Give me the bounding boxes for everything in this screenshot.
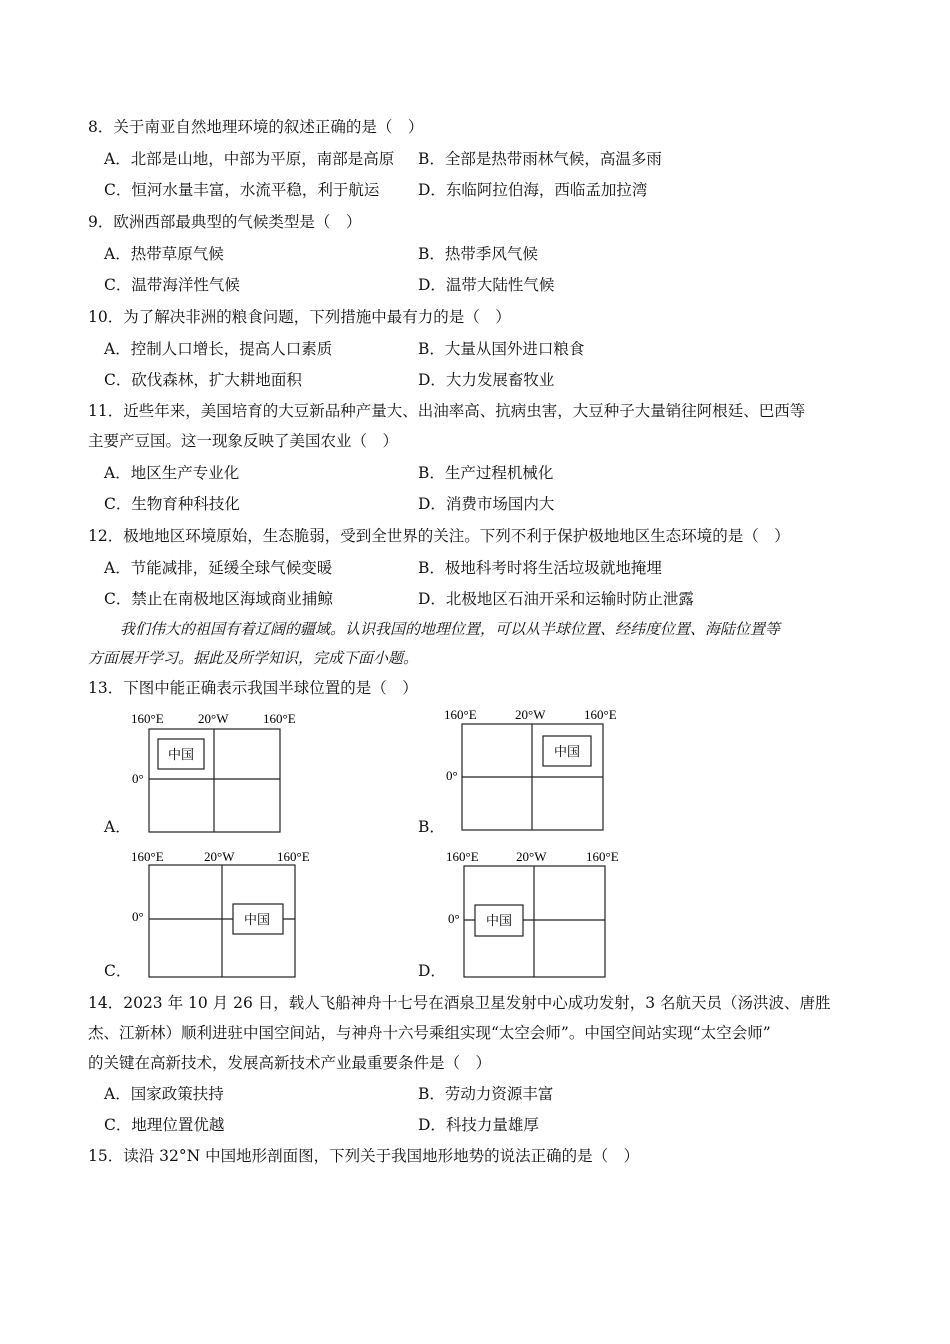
q12-option-b: B．极地科考时将生活垃圾就地掩埋 bbox=[418, 559, 662, 577]
q9-option-b: B．热带季风气候 bbox=[418, 245, 538, 263]
question-14-stem-line-3: 的关键在高新技术，发展高新技术产业最重要条件是（ ） bbox=[88, 1054, 492, 1072]
longitude-label: 160°E bbox=[131, 849, 164, 864]
q12-option-a: A．节能减排，延缓全球气候变暖 bbox=[104, 559, 333, 577]
longitude-label: 160°E bbox=[584, 707, 617, 722]
passage-line-1: 我们伟大的祖国有着辽阔的疆域。认识我国的地理位置，可以从半球位置、经纬度位置、海陆位置等 bbox=[120, 620, 781, 638]
q10-option-b: B．大量从国外进口粮食 bbox=[418, 340, 585, 358]
china-label: 中国 bbox=[244, 912, 271, 927]
q14-option-c: C．地理位置优越 bbox=[104, 1116, 225, 1134]
q11-option-c: C．生物育种科技化 bbox=[104, 495, 240, 513]
question-11-stem-line-1: 11．近些年来，美国培育的大豆新品种产量大、出油率高、抗病虫害，大豆种子大量销往阿根廷、巴西等 bbox=[88, 402, 806, 420]
longitude-label: 160°E bbox=[131, 711, 164, 726]
q8-option-b: B．全部是热带雨林气候，高温多雨 bbox=[418, 150, 662, 168]
question-8-stem: 8．关于南亚自然地理环境的叙述正确的是（ ） bbox=[88, 118, 424, 136]
q13-option-b-label: B． bbox=[418, 818, 445, 836]
q13-option-c-label: C． bbox=[104, 962, 132, 980]
longitude-label: 20°W bbox=[204, 849, 235, 864]
china-label: 中国 bbox=[168, 747, 195, 762]
q11-option-a: A．地区生产专业化 bbox=[104, 464, 240, 482]
q13-figure-c bbox=[125, 846, 325, 982]
question-10-stem: 10．为了解决非洲的粮食问题，下列措施中最有力的是（ ） bbox=[88, 308, 511, 326]
china-label: 中国 bbox=[486, 913, 513, 928]
question-14-stem-line-1: 14．2023 年 10 月 26 日，载人飞船神舟十七号在酒泉卫星发射中心成功发射，3 名航天员（汤洪波、唐胜 bbox=[88, 994, 831, 1012]
longitude-label: 160°E bbox=[263, 711, 296, 726]
question-9-stem: 9．欧洲西部最典型的气候类型是（ ） bbox=[88, 213, 362, 231]
longitude-label: 20°W bbox=[516, 849, 547, 864]
question-14-stem-line-2: 杰、江新林）顺利进驻中国空间站，与神舟十六号乘组实现“太空会师”。中国空间站实现“太空会师” bbox=[88, 1024, 771, 1042]
longitude-label: 20°W bbox=[198, 711, 229, 726]
equator-label: 0° bbox=[132, 771, 144, 786]
china-label: 中国 bbox=[554, 744, 581, 759]
longitude-label: 160°E bbox=[446, 849, 479, 864]
q11-option-d: D．消费市场国内大 bbox=[418, 495, 555, 513]
longitude-label: 160°E bbox=[277, 849, 310, 864]
q13-option-d-label: D． bbox=[418, 962, 446, 980]
q11-option-b: B．生产过程机械化 bbox=[418, 464, 554, 482]
q8-option-a: A．北部是山地，中部为平原，南部是高原 bbox=[104, 150, 395, 168]
q13-figure-b bbox=[438, 704, 628, 840]
q12-option-d: D．北极地区石油开采和运输时防止泄露 bbox=[418, 590, 694, 608]
q8-option-c: C．恒河水量丰富，水流平稳，利于航运 bbox=[104, 181, 380, 199]
q9-option-c: C．温带海洋性气候 bbox=[104, 276, 240, 294]
q12-option-c: C．禁止在南极地区海域商业捕鲸 bbox=[104, 590, 333, 608]
q10-option-d: D．大力发展畜牧业 bbox=[418, 371, 555, 389]
question-11-stem-line-2: 主要产豆国。这一现象反映了美国农业（ ） bbox=[88, 432, 399, 450]
equator-label: 0° bbox=[448, 911, 460, 926]
longitude-label: 20°W bbox=[515, 707, 546, 722]
q13-option-a-label: A． bbox=[104, 818, 131, 836]
q14-option-d: D．科技力量雄厚 bbox=[418, 1116, 539, 1134]
question-15-stem: 15．读沿 32°N 中国地形剖面图，下列关于我国地形地势的说法正确的是（ ） bbox=[88, 1147, 640, 1165]
q13-figure-d bbox=[440, 847, 630, 983]
passage-line-2: 方面展开学习。据此及所学知识，完成下面小题。 bbox=[88, 649, 419, 667]
q10-option-a: A．控制人口增长，提高人口素质 bbox=[104, 340, 333, 358]
q14-option-b: B．劳动力资源丰富 bbox=[418, 1085, 554, 1103]
equator-label: 0° bbox=[132, 909, 144, 924]
q8-option-d: D．东临阿拉伯海，西临孟加拉湾 bbox=[418, 181, 648, 199]
equator-label: 0° bbox=[446, 768, 458, 783]
q14-option-a: A．国家政策扶持 bbox=[104, 1085, 224, 1103]
longitude-label: 160°E bbox=[444, 707, 477, 722]
longitude-label: 160°E bbox=[586, 849, 619, 864]
q13-figure-a bbox=[125, 708, 315, 842]
q10-option-c: C．砍伐森林，扩大耕地面积 bbox=[104, 371, 302, 389]
question-13-stem: 13．下图中能正确表示我国半球位置的是（ ） bbox=[88, 679, 418, 697]
question-12-stem: 12．极地地区环境原始，生态脆弱，受到全世界的关注。下列不利于保护极地地区生态环境的是（ ） bbox=[88, 527, 790, 545]
q9-option-d: D．温带大陆性气候 bbox=[418, 276, 555, 294]
q9-option-a: A．热带草原气候 bbox=[104, 245, 224, 263]
